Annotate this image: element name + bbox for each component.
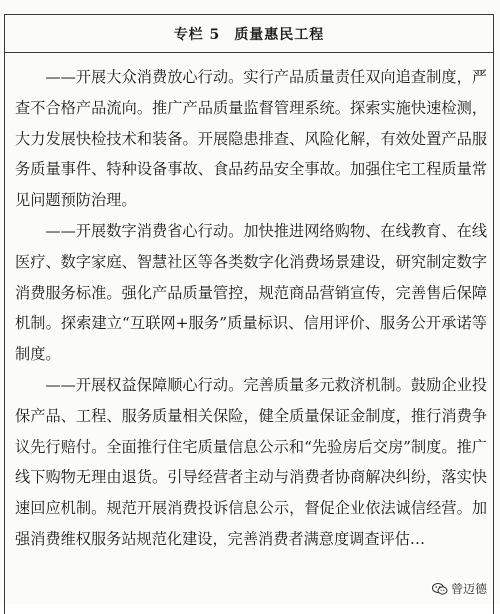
watermark: [429, 579, 490, 598]
paragraph-rights-protection: ——开展权益保障顺心行动。完善质量多元救济机制。鼓励企业投保产品、工程、服务质量相关保险，健全质量保证金制度，推行消费争议先行赔付。全面推行住宅质量信息公示和“先验房后交房”制度。推广线下购物无理由退货。引导经营者主动与消费者协商解决纠纷，落实快速回应机制。规范开展消费投诉信息公示，督促企业依法诚信经营。加强消费维权服务站规范化建设，完善消费者满意度调查评估…: [15, 375, 487, 548]
column-content: [15, 62, 487, 555]
wechat-icon: [432, 582, 448, 596]
paragraph-digital-consumption: ——开展数字消费省心行动。加快推进网络购物、在线教育、在线医疗、数字家庭、智慧社区等各类数字化消费场景建设，研究制定数字消费服务标准。强化产品质量管控，规范商品营销宣传，完善售后保障机制。探索建立“互联网+服务”质量标识、信用评价、服务公开承诺等制度。: [15, 221, 487, 364]
column-box: [4, 14, 494, 614]
watermark-text: 曾迈德: [450, 582, 487, 596]
column-number: 专栏 5: [173, 26, 221, 43]
column-title: 质量惠民工程: [234, 26, 325, 43]
column-header: [5, 15, 493, 53]
paragraph-consumer-assurance: ——开展大众消费放心行动。实行产品质量责任双向追查制度，严查不合格产品流向。推广产品质量监督管理系统。探索实施快速检测，大力发展快检技术和装备。开展隐患排查、风险化解，有效处置产品服务质量事件、特种设备事故、食品药品安全事故。加强住宅工程质量常见问题预防治理。: [15, 68, 487, 210]
